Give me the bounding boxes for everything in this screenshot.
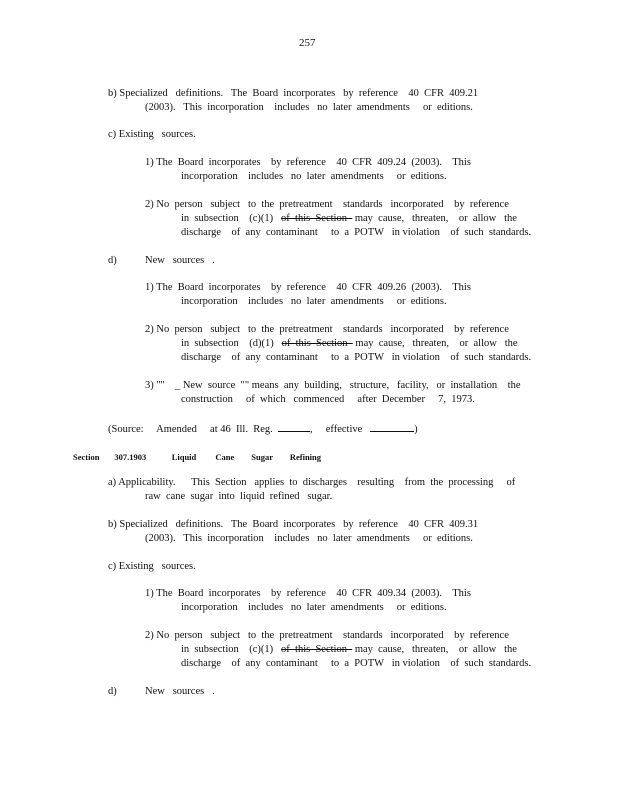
c-existing-sources-heading: c) Existing sources. xyxy=(108,561,196,572)
struck-text: of this Section xyxy=(281,338,353,349)
d-new-sources-heading: New sources . xyxy=(145,686,215,697)
source-note: (Source: Amended at 46 Ill. Reg. , effective ) xyxy=(108,421,418,436)
d2-line1: 2) No person subject to the pretreatment standards incorporated by reference xyxy=(145,324,509,335)
c-existing-sources-heading: c) Existing sources. xyxy=(108,129,196,140)
c1-line2: incorporation includes no later amendments or editions. xyxy=(181,171,447,182)
blank-volume xyxy=(278,421,310,432)
a-applicability-line2: raw cane sugar into liquid refined sugar. xyxy=(145,491,333,502)
b-definitions-line1: b) Specialized definitions. The Board incorporates by reference 40 CFR 409.21 xyxy=(108,88,479,99)
c2-line2: in subsection (c)(1) of this Section may cause, threaten, or allow the xyxy=(181,644,517,655)
c1-line2: incorporation includes no later amendments or editions. xyxy=(181,602,447,613)
d2-line3: discharge of any contaminant to a POTW in violation of such standards. xyxy=(181,352,532,363)
c1-line1: 1) The Board incorporates by reference 40 CFR 409.24 (2003). This xyxy=(145,157,471,168)
c2-line1: 2) No person subject to the pretreatment standards incorporated by reference xyxy=(145,630,509,641)
b-definitions-line2: (2003). This incorporation includes no later amendments or editions. xyxy=(145,102,473,113)
blank-effective-date xyxy=(370,421,414,432)
section-heading: Section 307.1903 Liquid Cane Sugar Refining xyxy=(73,452,322,462)
d3-line2: construction of which commenced after December 7, 1973. xyxy=(181,394,475,405)
d-label: d) xyxy=(108,686,117,697)
b-definitions-line2: (2003). This incorporation includes no later amendments or editions. xyxy=(145,533,473,544)
struck-text: of this Section xyxy=(281,213,353,224)
d3-line1: 3) "'' _ New source "" means any building, structure, facility, or installation the xyxy=(145,380,521,391)
d1-line1: 1) The Board incorporates by reference 40 CFR 409.26 (2003). This xyxy=(145,282,471,293)
d-new-sources-heading: New sources . xyxy=(145,255,215,266)
page-number: 257 xyxy=(299,37,316,49)
c2-line3: discharge of any contaminant to a POTW in violation of such standards. xyxy=(181,658,532,669)
a-applicability-line1: a) Applicability. This Section applies to discharges resulting from the processing of xyxy=(108,477,516,488)
c2-line1: 2) No person subject to the pretreatment standards incorporated by reference xyxy=(145,199,509,210)
struck-text: of this Section xyxy=(281,644,353,655)
d2-line2: in subsection (d)(1) of this Section may cause, threaten, or allow the xyxy=(181,338,518,349)
c1-line1: 1) The Board incorporates by reference 40 CFR 409.34 (2003). This xyxy=(145,588,471,599)
d1-line2: incorporation includes no later amendments or editions. xyxy=(181,296,447,307)
b-definitions-line1: b) Specialized definitions. The Board incorporates by reference 40 CFR 409.31 xyxy=(108,519,479,530)
d-label: d) xyxy=(108,255,117,266)
c2-line3: discharge of any contaminant to a POTW in violation of such standards. xyxy=(181,227,532,238)
c2-line2: in subsection (c)(1) of this Section may cause, threaten, or allow the xyxy=(181,213,517,224)
